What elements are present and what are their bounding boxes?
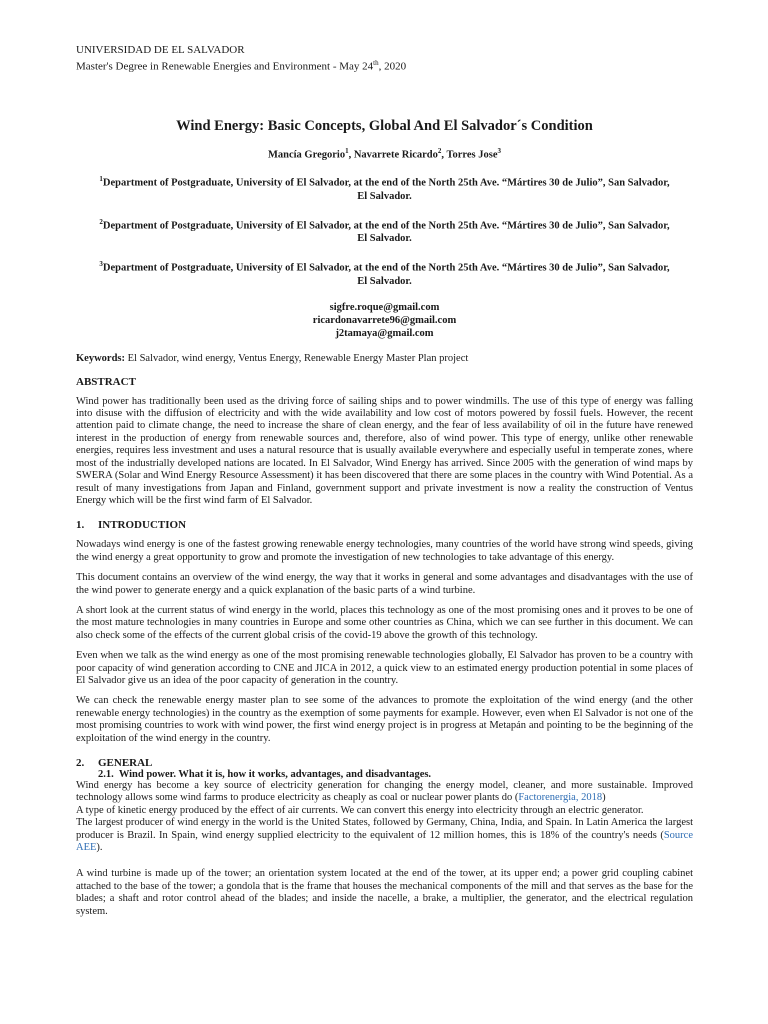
abstract-text: Wind power has traditionally been used as the driving force of sailing ships and to power windmills. The use of this type of energy was falling into disuse with the diffusion of electricity and with the wide availability and low cost of motors powered by fossil fuels. However, the recent attention paid to climate change, the need to increase the share of clean energy, and the fear of less availability of oil in the future have renewed interest in the production of energy from renewable sources and, therefore, also of wind power. This type of energy, unlike other renewable energies, requires less investment and uses a natural resource that is usually available everywhere and especially useful in temperate zones, where most of the industrially developed nations are located. In El Salvador, Wind Energy has arrived. Since 2005 with the generation of wind maps by SWERA (Solar and Wind Energy Resource Assessment) it has been discovered that there are some places in the country with Wind Potential. As a result of many investigations from Japan and Finland, government support and private investment is now a reality the construction of Ventus Energy which will be the first wind farm of El Salvador.: [76, 395, 693, 506]
citation-link[interactable]: Factorenergia, 2018: [518, 792, 603, 804]
running-header: [76, 44, 693, 74]
email: sigfre.roque@gmail.com: [329, 301, 440, 313]
author: Navarrete Ricardo: [353, 149, 438, 161]
introduction-heading: 1. INTRODUCTION: [76, 519, 187, 532]
paragraph: Nowadays wind energy is one of the fastest growing renewable energy technologies, many countries of the world have strong wind speeds, giving the wind energy a great opportunity to grow and promote the investigation of new technologies to take advantage of this energy.: [76, 539, 693, 563]
paragraph: Even when we talk as the wind energy as one of the most promising renewable technologies globally, El Salvador has proven to be a country with poor capacity of wind generation according to CNE and JICA in 2012, a quick view to an estimated energy production potential in some places of El Salvador give us an idea of the poor capacity of generation in the country.: [76, 650, 693, 686]
paper-page: [76, 44, 693, 918]
degree-line: Master's Degree in Renewable Energies and Environment - May 24th, 2020: [76, 59, 407, 73]
author: Mancía Gregorio: [267, 149, 346, 161]
email-list: [76, 301, 693, 340]
email: ricardonavarrete96@gmail.com: [312, 314, 457, 326]
paragraph: A type of kinetic energy produced by the effect of air currents. We can convert this energy into electricity through an electric generator.: [76, 804, 644, 816]
affiliation: $^3$Department of Postgraduate, University of El Salvador, at the end of the North 25th Ave. “Mártires 30 de Julio”, San Salvador, El Salvador.: [99, 260, 670, 287]
paragraph: We can check the renewable energy master plan to see some of the advances to promote the exploitation of the wind energy (and the other renewable energy technologies) in the country as the exemption of some payments for example. However, even when El Salvador is not one of the most promising countries to work with wind power, the first wind energy project is in progress at Metapán and pointing to be the beginning of the exploitation of the wind energy in the country.: [76, 695, 693, 744]
general-heading: 2. GENERAL: [76, 757, 153, 769]
paragraph: The largest producer of wind energy in the world is the United States, followed by Germany, China, India, and Spain. In Latin America the largest producer is Brazil. In Spain, wind energy supplied electricity to the equivalent of 12 million homes, this is 18% of the country's needs (Source AEE).: [76, 817, 693, 854]
author: Torres Jose: [446, 149, 498, 161]
subsection-heading: 2.1. Wind power. What it is, how it works, advantages, and disadvantages.: [98, 769, 432, 780]
paragraph: Wind energy has become a key source of electricity generation for changing the energy model, cleaner, and more sustainable. Improved technology allows some wind farms to produce electricity as cheaply as coal or nuclear power plants do (Factorenergia, 2018): [76, 780, 693, 804]
affiliation: $^2$Department of Postgraduate, University of El Salvador, at the end of the North 25th Ave. “Mártires 30 de Julio”, San Salvador, El Salvador.: [99, 217, 670, 245]
paragraph: This document contains an overview of the wind energy, the way that it works in general and some advantages and disadvantages with the use of the wind power to generate energy and a quick explanation of the basic parts of a wind turbine.: [76, 572, 693, 596]
author-list: Mancía Gregorio$^1$, Navarrete Ricardo$^2$, Torres Jose$^3$: [267, 146, 502, 161]
university-name: UNIVERSIDAD DE EL SALVADOR: [76, 44, 245, 56]
paragraph: A short look at the current status of wind energy in the world, places this technology as one of the most promising ones and it proves to be one of the most mature technologies in many countries in Europe and some other countries as China, which we can see further in this document. We can also check some of the effects of the current global crisis of the covid-19 above the growth of this technology.: [76, 604, 693, 641]
affiliation: $^1$Department of Postgraduate, University of El Salvador, at the end of the North 25th Ave. “Mártires 30 de Julio”, San Salvador, El Salvador.: [99, 175, 670, 202]
keywords: Keywords: El Salvador, wind energy, Ventus Energy, Renewable Energy Master Plan project: [76, 352, 469, 364]
paragraph: A wind turbine is made up of the tower; an orientation system located at the end of the tower, at its upper end; a power grid coupling cabinet attached to the base of the tower; a gondola that is the frame that houses the mechanical components of the mill and that serves as the base for the blades; a shaft and rotor control ahead of the blades; and inside the nacelle, a brake, a multiplier, the generator, and the electrical regulation system.: [76, 868, 693, 917]
email: j2tamaya@gmail.com: [335, 327, 434, 339]
abstract-heading: ABSTRACT: [76, 375, 136, 388]
citation-link[interactable]: Source AEE: [76, 829, 693, 854]
paper-title: Wind Energy: Basic Concepts, Global And El Salvador´s Condition: [176, 117, 593, 134]
